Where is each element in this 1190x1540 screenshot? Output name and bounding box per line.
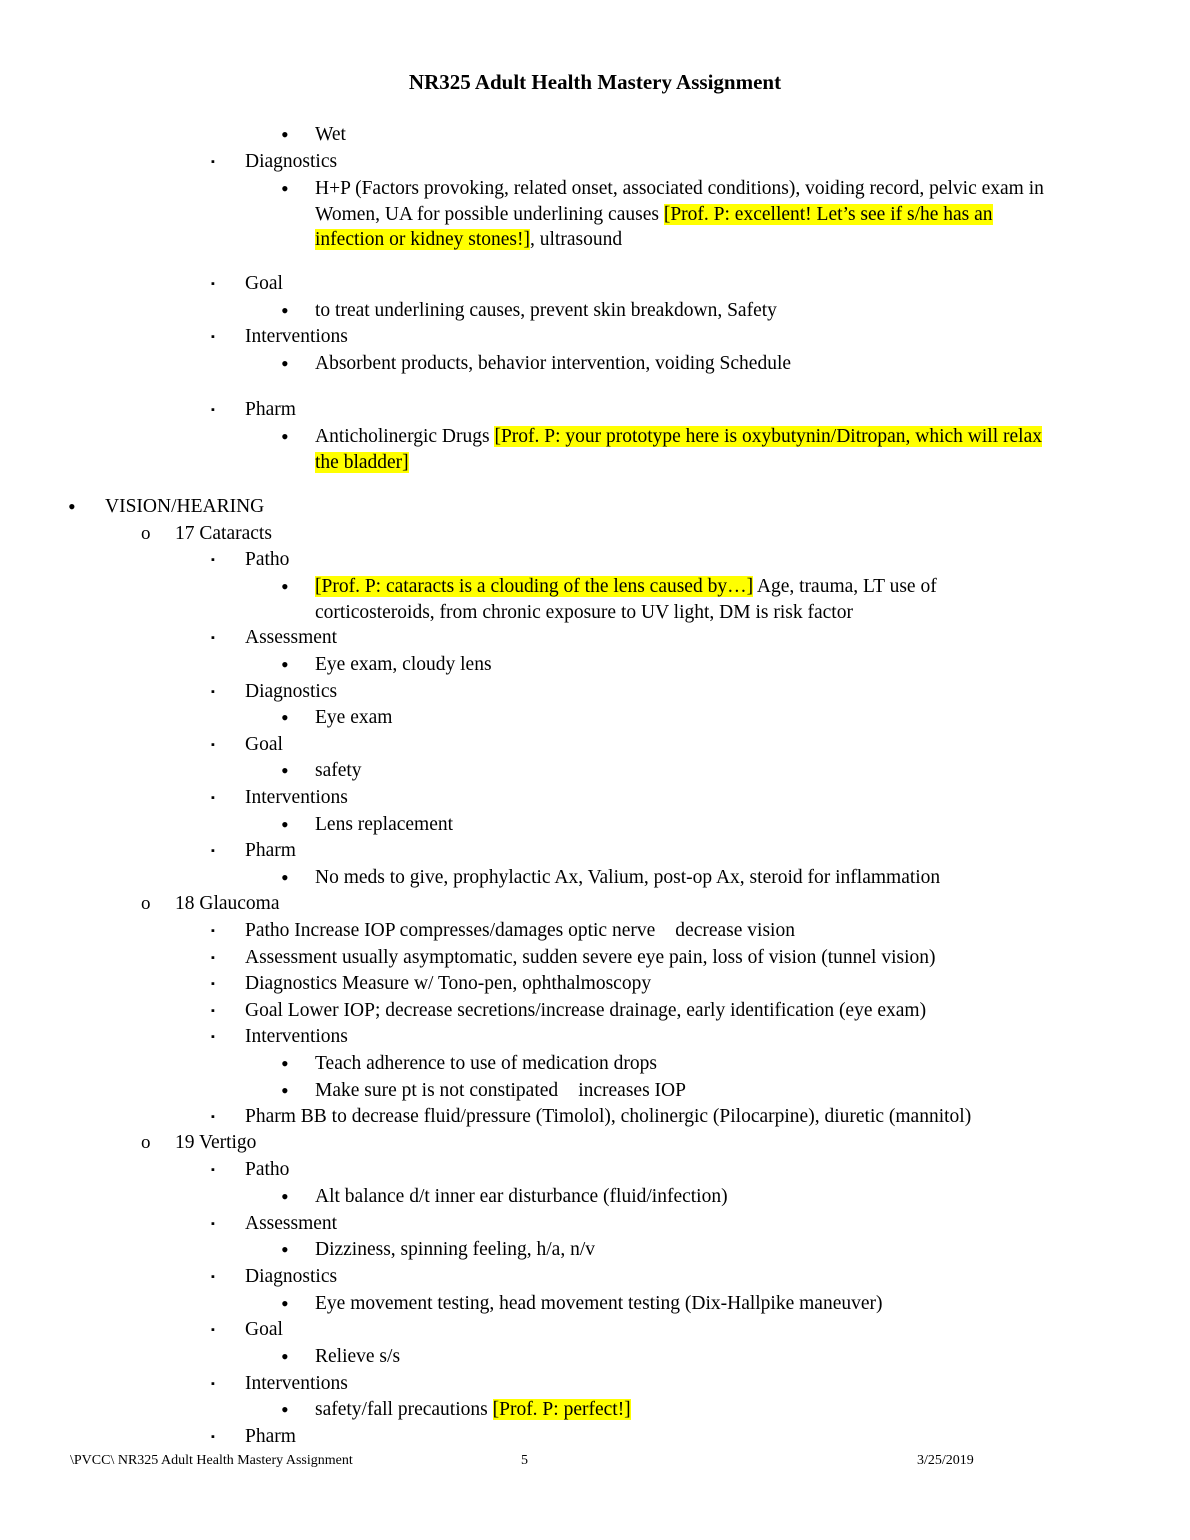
line-text: Eye exam, cloudy lens [315,654,492,675]
line-text: Teach adherence to use of medication drops [315,1053,657,1074]
outline-line [245,732,283,757]
outline-line [315,705,392,730]
bullet-icon: • [281,1344,289,1369]
outline-line [245,149,337,174]
bullet-icon: • [281,652,289,677]
square-bullet-icon: ▪ [211,278,215,290]
outline-line [245,397,296,422]
square-bullet-icon: ▪ [211,1164,215,1176]
outline-line [245,971,651,996]
square-bullet-icon: ▪ [211,554,215,566]
line-text: 19 Vertigo [175,1132,257,1153]
outline-line [245,547,289,572]
circle-bullet-icon: o [141,1132,151,1153]
line-text: Patho [245,549,290,570]
square-bullet-icon: ▪ [211,1431,215,1443]
line-text: Goal [245,734,283,755]
outline-line [315,574,937,599]
line-text: Lens replacement [315,814,454,835]
line-text: Pharm BB to decrease fluid/pressure (Timolol), cholinergic (Pilocarpine), diuretic (mannitol) [245,1106,972,1127]
outline-line [315,298,777,323]
line-text: Goal [245,273,283,294]
outline-line [245,1371,348,1396]
outline-line [245,838,296,863]
professor-comment-highlight: [Prof. P: excellent! Let’s see if s/he has an [663,204,993,225]
outline-line [315,1291,883,1316]
square-bullet-icon: ▪ [211,331,215,343]
line-text: Assessment usually asymptomatic, sudden severe eye pain, loss of vision (tunnel vision) [245,947,936,968]
outline-line [245,1104,971,1129]
line-text: Assessment [245,627,338,648]
bullet-icon: • [281,1051,289,1076]
line-text: Eye exam [315,707,393,728]
square-bullet-icon: ▪ [211,632,215,644]
line-text: Patho Increase IOP compresses/damages optic nerve  decrease vision [245,920,795,941]
bullet-icon: • [281,1291,289,1316]
line-text: VISION/HEARING [105,496,265,517]
circle-bullet-icon: o [141,893,151,914]
line-text: Eye movement testing, head movement testing (Dix-Hallpike maneuver) [315,1293,883,1314]
professor-comment-highlight: [Prof. P: perfect!] [492,1399,631,1420]
square-bullet-icon: ▪ [211,686,215,698]
bullet-icon: • [281,1078,289,1103]
outline-line [245,1317,283,1342]
outline-line [245,945,936,970]
footer-date: 3/25/2019 [917,1453,974,1468]
line-text: Goal Lower IOP; decrease secretions/increase drainage, early identification (eye exam) [245,1000,927,1021]
outline-line [245,679,337,704]
line-text: safety/fall precautions [315,1399,493,1420]
outline-line [245,1024,348,1049]
bullet-icon: • [281,176,289,201]
footer-path: \PVCC\ NR325 Adult Health Mastery Assignment [70,1453,353,1468]
line-text: Absorbent products, behavior intervention, voiding Schedule [315,353,792,374]
square-bullet-icon: ▪ [211,1005,215,1017]
page-title: NR325 Adult Health Mastery Assignment [408,70,782,94]
square-bullet-icon: ▪ [211,1111,215,1123]
professor-comment-highlight: the bladder] [315,452,409,473]
square-bullet-icon: ▪ [211,404,215,416]
line-text: to treat underlining causes, prevent skin breakdown, Safety [315,300,777,321]
outline-line [245,785,348,810]
outline-line [175,521,272,546]
outline-line [315,1078,686,1103]
bullet-icon: • [281,122,289,147]
outline-line [315,1184,728,1209]
outline-line [245,324,348,349]
outline-line [245,1424,296,1449]
outline-line [315,865,940,890]
bullet-icon: • [281,1397,289,1422]
line-text: Women, UA for possible underlining causes [315,204,664,225]
square-bullet-icon: ▪ [211,1271,215,1283]
bullet-icon: • [281,574,289,599]
bullet-icon: • [281,351,289,376]
outline-line [175,891,280,916]
line-text: 18 Glaucoma [175,893,280,914]
line-text-after: Age, trauma, LT use of [753,576,937,597]
outline-line [315,450,409,475]
square-bullet-icon: ▪ [211,978,215,990]
bullet-icon: • [281,1184,289,1209]
outline-line [245,918,795,943]
outline-line [245,1264,337,1289]
outline-line [245,271,283,296]
line-text: Diagnostics [245,681,338,702]
line-text: Alt balance d/t inner ear disturbance (fluid/infection) [315,1186,728,1207]
square-bullet-icon: ▪ [211,925,215,937]
square-bullet-icon: ▪ [211,1031,215,1043]
bullet-icon: • [281,424,289,449]
bullet-icon: • [281,298,289,323]
outline-line [105,494,264,519]
bullet-icon: • [281,705,289,730]
outline-line [315,351,791,376]
outline-line [315,1237,595,1262]
outline-line [315,758,362,783]
professor-comment-highlight: infection or kidney stones!] [315,229,530,250]
outline-line [315,424,1042,449]
outline-line [315,600,853,625]
outline-line [315,652,492,677]
line-text: Wet [315,124,346,145]
square-bullet-icon: ▪ [211,1218,215,1230]
bullet-icon: • [281,1237,289,1262]
outline-line [175,1130,256,1155]
line-text: Interventions [245,1026,348,1047]
bullet-icon: • [68,494,76,519]
square-bullet-icon: ▪ [211,792,215,804]
bullet-icon: • [281,758,289,783]
professor-comment-highlight: [Prof. P: cataracts is a clouding of the lens caused by…] [315,576,754,597]
square-bullet-icon: ▪ [211,156,215,168]
circle-bullet-icon: o [141,523,151,544]
line-text: Relieve s/s [315,1346,401,1367]
square-bullet-icon: ▪ [211,1378,215,1390]
line-text-after: , ultrasound [530,229,623,250]
outline-line [245,998,926,1023]
bullet-icon: • [281,865,289,890]
square-bullet-icon: ▪ [211,739,215,751]
line-text: No meds to give, prophylactic Ax, Valium, post-op Ax, steroid for inflammation [315,867,941,888]
line-text: Patho [245,1159,290,1180]
square-bullet-icon: ▪ [211,845,215,857]
outline-line [315,227,622,252]
line-text: H+P (Factors provoking, related onset, associated conditions), voiding record, pelvic exam in [315,178,1044,199]
line-text: Diagnostics [245,151,338,172]
line-text: Pharm [245,1426,296,1447]
square-bullet-icon: ▪ [211,952,215,964]
outline-line [315,1051,657,1076]
line-text: Assessment [245,1213,338,1234]
professor-comment-highlight: [Prof. P: your prototype here is oxybutynin/Ditropan, which will relax [494,426,1042,447]
line-text: safety [315,760,362,781]
outline-line [245,1157,289,1182]
line-text: Make sure pt is not constipated  increases IOP [315,1080,686,1101]
bullet-icon: • [281,812,289,837]
footer-page-number: 5 [521,1453,528,1468]
line-text: Diagnostics Measure w/ Tono-pen, ophthalmoscopy [245,973,652,994]
line-text: 17 Cataracts [175,523,272,544]
line-text: Dizziness, spinning feeling, h/a, n/v [315,1239,595,1260]
square-bullet-icon: ▪ [211,1324,215,1336]
outline-line [315,1344,400,1369]
outline-line [245,625,337,650]
line-text: Interventions [245,326,348,347]
line-text: Diagnostics [245,1266,338,1287]
outline-line [315,122,346,147]
line-text: Interventions [245,787,348,808]
outline-line [245,1211,337,1236]
line-text: Pharm [245,840,296,861]
outline-line [315,176,1044,201]
outline-line [315,202,993,227]
line-text: Pharm [245,399,296,420]
line-text: Interventions [245,1373,348,1394]
line-text: Goal [245,1319,283,1340]
line-text: Anticholinergic Drugs [315,426,495,447]
outline-line [315,812,453,837]
outline-line [315,1397,631,1422]
line-text: corticosteroids, from chronic exposure to UV light, DM is risk factor [315,602,853,623]
